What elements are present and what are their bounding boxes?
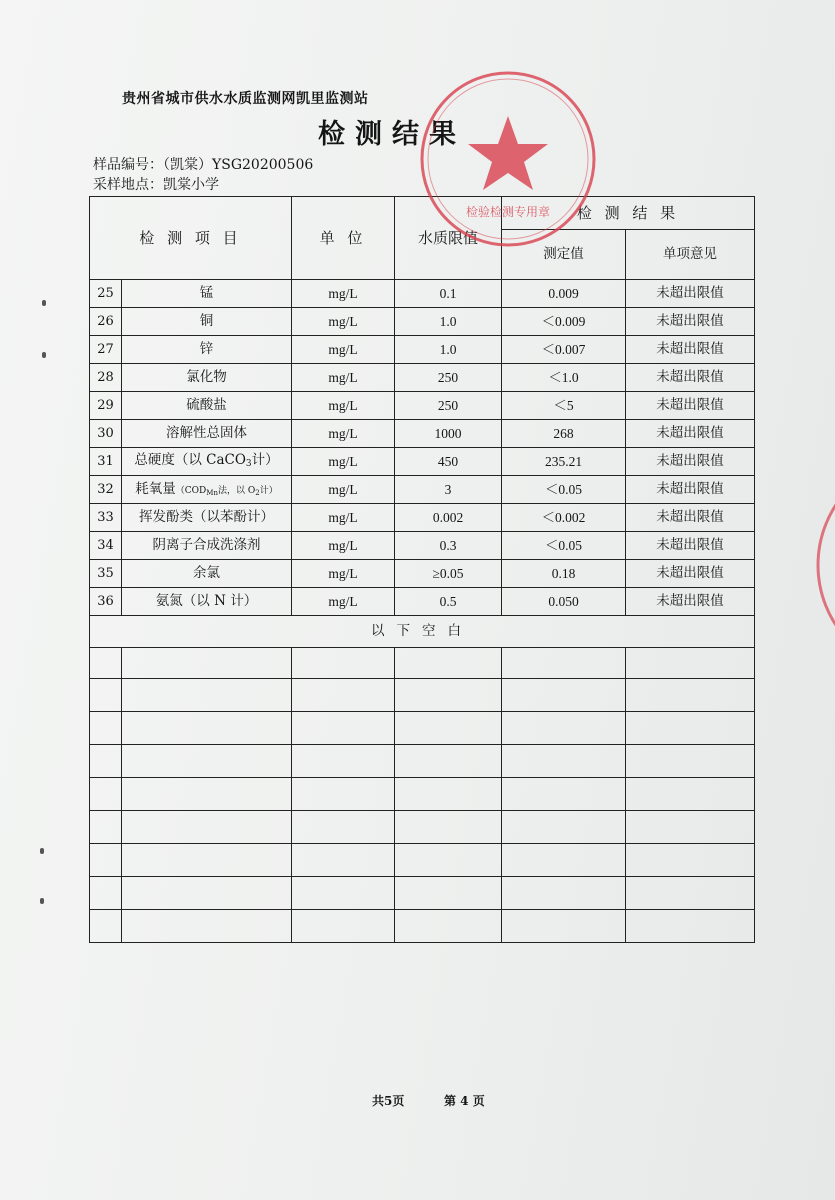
row-unit: mg/L bbox=[292, 364, 395, 392]
row-value: ＜5 bbox=[502, 392, 626, 420]
row-item: 溶解性总固体 bbox=[122, 420, 292, 448]
row-limit: 0.3 bbox=[395, 532, 502, 560]
table-row bbox=[90, 588, 755, 616]
row-unit: mg/L bbox=[292, 532, 395, 560]
row-value: ＜0.05 bbox=[502, 532, 626, 560]
header-measured: 测定值 bbox=[502, 230, 626, 280]
header-opinion: 单项意见 bbox=[626, 230, 755, 280]
item-text: 计） bbox=[251, 452, 279, 468]
row-no: 32 bbox=[90, 476, 122, 504]
table-row bbox=[90, 308, 755, 336]
header-result-group: 检 测 结 果 bbox=[502, 197, 755, 230]
row-limit: 1.0 bbox=[395, 308, 502, 336]
row-opinion: 未超出限值 bbox=[626, 364, 755, 392]
item-note: 计） bbox=[259, 485, 278, 496]
table-row bbox=[90, 364, 755, 392]
row-value: ＜0.007 bbox=[502, 336, 626, 364]
page-title: 检测结果 bbox=[318, 119, 466, 150]
row-no: 30 bbox=[90, 420, 122, 448]
row-unit: mg/L bbox=[292, 392, 395, 420]
row-unit: mg/L bbox=[292, 336, 395, 364]
row-no: 29 bbox=[90, 392, 122, 420]
blank-note: 以下空白 bbox=[90, 616, 755, 648]
empty-row bbox=[90, 679, 755, 712]
partial-seal bbox=[808, 445, 835, 685]
row-opinion: 未超出限值 bbox=[626, 504, 755, 532]
binding-hole bbox=[42, 300, 46, 306]
row-limit: 0.002 bbox=[395, 504, 502, 532]
empty-row bbox=[90, 811, 755, 844]
row-unit: mg/L bbox=[292, 560, 395, 588]
empty-row bbox=[90, 910, 755, 943]
row-limit: 1.0 bbox=[395, 336, 502, 364]
item-subscript: Mn bbox=[206, 488, 218, 497]
item-note: （COD bbox=[175, 485, 207, 496]
header-unit: 单 位 bbox=[292, 197, 395, 280]
row-opinion: 未超出限值 bbox=[626, 532, 755, 560]
total-pages: 共5页 bbox=[372, 1094, 405, 1108]
item-text: 总硬度（以 CaCO bbox=[134, 452, 246, 468]
row-limit: 250 bbox=[395, 392, 502, 420]
row-item: 铜 bbox=[122, 308, 292, 336]
header-item: 检 测 项 目 bbox=[90, 197, 292, 280]
item-subscript: 3 bbox=[245, 459, 252, 469]
row-no: 28 bbox=[90, 364, 122, 392]
row-no: 34 bbox=[90, 532, 122, 560]
empty-row bbox=[90, 648, 755, 679]
current-page: 第 4 页 bbox=[444, 1094, 485, 1108]
seal-text: 检验检测专用章 bbox=[465, 205, 551, 219]
table-row bbox=[90, 560, 755, 588]
row-item: 余氯 bbox=[122, 560, 292, 588]
sampling-site: 采样地点：凯棠小学 bbox=[93, 177, 219, 193]
row-value: 0.18 bbox=[502, 560, 626, 588]
row-value: 0.050 bbox=[502, 588, 626, 616]
row-value: ＜1.0 bbox=[502, 364, 626, 392]
header-limit: 水质限值 bbox=[395, 197, 502, 280]
row-no: 26 bbox=[90, 308, 122, 336]
row-value: 0.009 bbox=[502, 280, 626, 308]
row-opinion: 未超出限值 bbox=[626, 560, 755, 588]
empty-row bbox=[90, 745, 755, 778]
row-item: 锰 bbox=[122, 280, 292, 308]
row-limit: 0.5 bbox=[395, 588, 502, 616]
organization-name: 贵州省城市供水水质监测网凯里监测站 bbox=[122, 91, 369, 107]
row-value: ＜0.002 bbox=[502, 504, 626, 532]
row-opinion: 未超出限值 bbox=[626, 308, 755, 336]
row-value: ＜0.009 bbox=[502, 308, 626, 336]
row-limit: 3 bbox=[395, 476, 502, 504]
empty-row bbox=[90, 844, 755, 877]
row-opinion: 未超出限值 bbox=[626, 392, 755, 420]
row-unit: mg/L bbox=[292, 308, 395, 336]
row-unit: mg/L bbox=[292, 280, 395, 308]
row-unit: mg/L bbox=[292, 504, 395, 532]
binding-hole bbox=[42, 352, 46, 358]
table-row bbox=[90, 532, 755, 560]
row-no: 36 bbox=[90, 588, 122, 616]
row-opinion: 未超出限值 bbox=[626, 336, 755, 364]
table-row bbox=[90, 420, 755, 448]
row-opinion: 未超出限值 bbox=[626, 420, 755, 448]
row-opinion: 未超出限值 bbox=[626, 448, 755, 476]
row-limit: 1000 bbox=[395, 420, 502, 448]
row-value: 268 bbox=[502, 420, 626, 448]
row-no: 25 bbox=[90, 280, 122, 308]
row-unit: mg/L bbox=[292, 420, 395, 448]
row-item bbox=[122, 476, 292, 504]
table-row bbox=[90, 392, 755, 420]
item-subscript: 2 bbox=[255, 488, 260, 497]
row-limit: 0.1 bbox=[395, 280, 502, 308]
row-opinion: 未超出限值 bbox=[626, 476, 755, 504]
row-value: ＜0.05 bbox=[502, 476, 626, 504]
row-no: 35 bbox=[90, 560, 122, 588]
blank-note-row bbox=[90, 616, 755, 648]
row-item: 硫酸盐 bbox=[122, 392, 292, 420]
official-seal bbox=[415, 66, 601, 252]
seal-star-icon bbox=[468, 116, 548, 190]
row-value: 235.21 bbox=[502, 448, 626, 476]
row-item: 氨氮（以 N 计） bbox=[122, 588, 292, 616]
sample-number: 样品编号：（凯棠）YSG20200506 bbox=[93, 157, 314, 173]
row-unit: mg/L bbox=[292, 448, 395, 476]
empty-row bbox=[90, 712, 755, 745]
row-limit: 250 bbox=[395, 364, 502, 392]
binding-hole bbox=[40, 898, 44, 904]
table-row bbox=[90, 336, 755, 364]
row-item: 挥发酚类（以苯酚计） bbox=[122, 504, 292, 532]
results-table bbox=[89, 196, 755, 943]
row-unit: mg/L bbox=[292, 588, 395, 616]
row-item: 锌 bbox=[122, 336, 292, 364]
row-opinion: 未超出限值 bbox=[626, 588, 755, 616]
empty-row bbox=[90, 778, 755, 811]
empty-row bbox=[90, 877, 755, 910]
item-note: 法，以 O bbox=[217, 485, 256, 496]
row-item bbox=[122, 448, 292, 476]
row-no: 27 bbox=[90, 336, 122, 364]
item-text: 耗氧量 bbox=[135, 480, 176, 497]
table-row bbox=[90, 448, 755, 476]
row-no: 33 bbox=[90, 504, 122, 532]
row-no: 31 bbox=[90, 448, 122, 476]
binding-hole bbox=[40, 848, 44, 854]
table-row bbox=[90, 504, 755, 532]
row-limit: ≥0.05 bbox=[395, 560, 502, 588]
row-unit: mg/L bbox=[292, 476, 395, 504]
table-row bbox=[90, 476, 755, 504]
row-item: 氯化物 bbox=[122, 364, 292, 392]
row-opinion: 未超出限值 bbox=[626, 280, 755, 308]
row-limit: 450 bbox=[395, 448, 502, 476]
table-row bbox=[90, 280, 755, 308]
row-item: 阴离子合成洗涤剂 bbox=[122, 532, 292, 560]
